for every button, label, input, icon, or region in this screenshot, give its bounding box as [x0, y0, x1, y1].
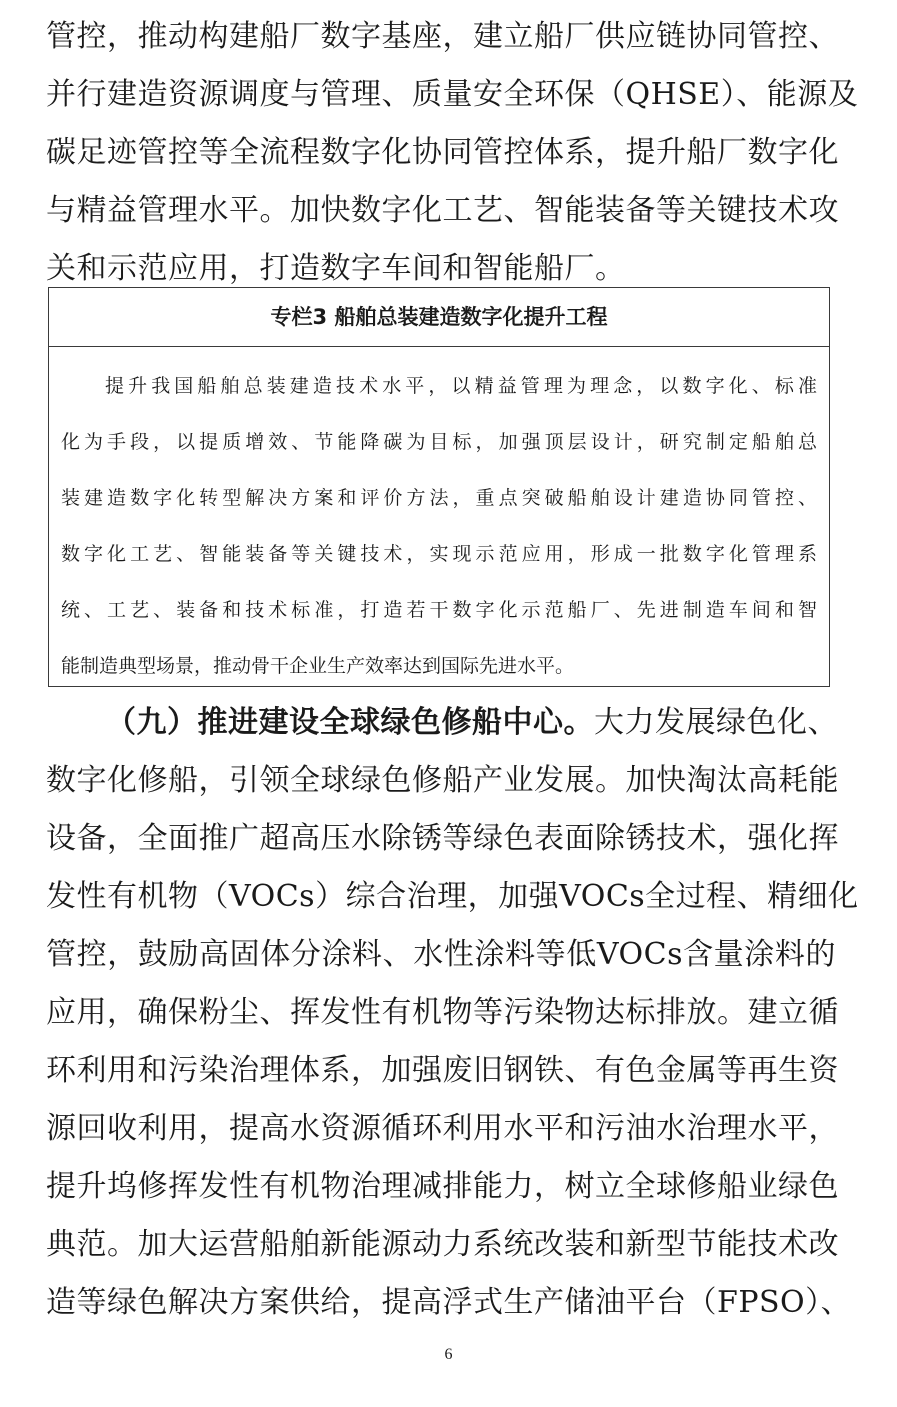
paragraph-line: 造等绿色解决方案供给，提高浮式生产储油平台（FPSO）、 [46, 1285, 852, 1320]
column-box-line: 能制造典型场景，推动骨干企业生产效率达到国际先进水平。 [61, 655, 575, 677]
paragraph-line: 管控，推动构建船厂数字基座，建立船厂供应链协同管控、 [46, 19, 839, 54]
paragraph-line: 数字化修船，引领全球绿色修船产业发展。加快淘汰高耗能 [46, 763, 839, 798]
paragraph-line: 与精益管理水平。加快数字化工艺、智能装备等关键技术攻 [46, 193, 839, 228]
paragraph-line: 碳足迹管控等全流程数字化协同管控体系，提升船厂数字化 [46, 135, 839, 170]
column-box [48, 287, 830, 687]
column-box-line: 统、工艺、装备和技术标准，打造若干数字化示范船厂、先进制造车间和智 [61, 599, 817, 621]
paragraph-line: 设备，全面推广超高压水除锈等绿色表面除锈技术，强化挥 [46, 821, 839, 856]
paragraph-line: 应用，确保粉尘、挥发性有机物等污染物达标排放。建立循 [46, 995, 839, 1030]
column-box-line: 提升我国船舶总装建造技术水平，以精益管理为理念，以数字化、标准 [105, 375, 817, 397]
paragraph-line: 环利用和污染治理体系，加强废旧钢铁、有色金属等再生资 [46, 1053, 839, 1088]
top-paragraph [46, 8, 859, 298]
paragraph-line: 发性有机物（VOCs）综合治理，加强VOCs全过程、精细化 [46, 879, 859, 914]
column-box-body [49, 347, 829, 694]
section-heading-rest: 大力发展绿色化、 [594, 705, 838, 740]
column-box-line: 数字化工艺、智能装备等关键技术，实现示范应用，形成一批数字化管理系 [61, 543, 817, 565]
column-box-line: 化为手段，以提质增效、节能降碳为目标，加强顶层设计，研究制定船舶总 [61, 431, 817, 453]
paragraph-line: 并行建造资源调度与管理、质量安全环保（QHSE）、能源及 [46, 77, 859, 112]
paragraph-line: 源回收利用，提高水资源循环利用水平和污油水治理水平， [46, 1111, 839, 1146]
column-box-title: 专栏3 船舶总装建造数字化提升工程 [49, 288, 829, 347]
section-heading: （九）推进建设全球绿色修船中心。 [106, 705, 594, 740]
page-number: 6 [444, 1346, 453, 1363]
paragraph-line: 管控，鼓励高固体分涂料、水性涂料等低VOCs含量涂料的 [46, 937, 836, 972]
section-heading-line [46, 694, 836, 752]
paragraph-line: 典范。加大运营船舶新能源动力系统改装和新型节能技术改 [46, 1227, 839, 1262]
paragraph-line: 提升坞修挥发性有机物治理减排能力，树立全球修船业绿色 [46, 1169, 839, 1204]
section-nine-paragraph [46, 694, 859, 1332]
column-box-line: 装建造数字化转型解决方案和评价方法，重点突破船舶设计建造协同管控、 [61, 487, 817, 509]
paragraph-line: 关和示范应用，打造数字车间和智能船厂。 [46, 251, 626, 286]
